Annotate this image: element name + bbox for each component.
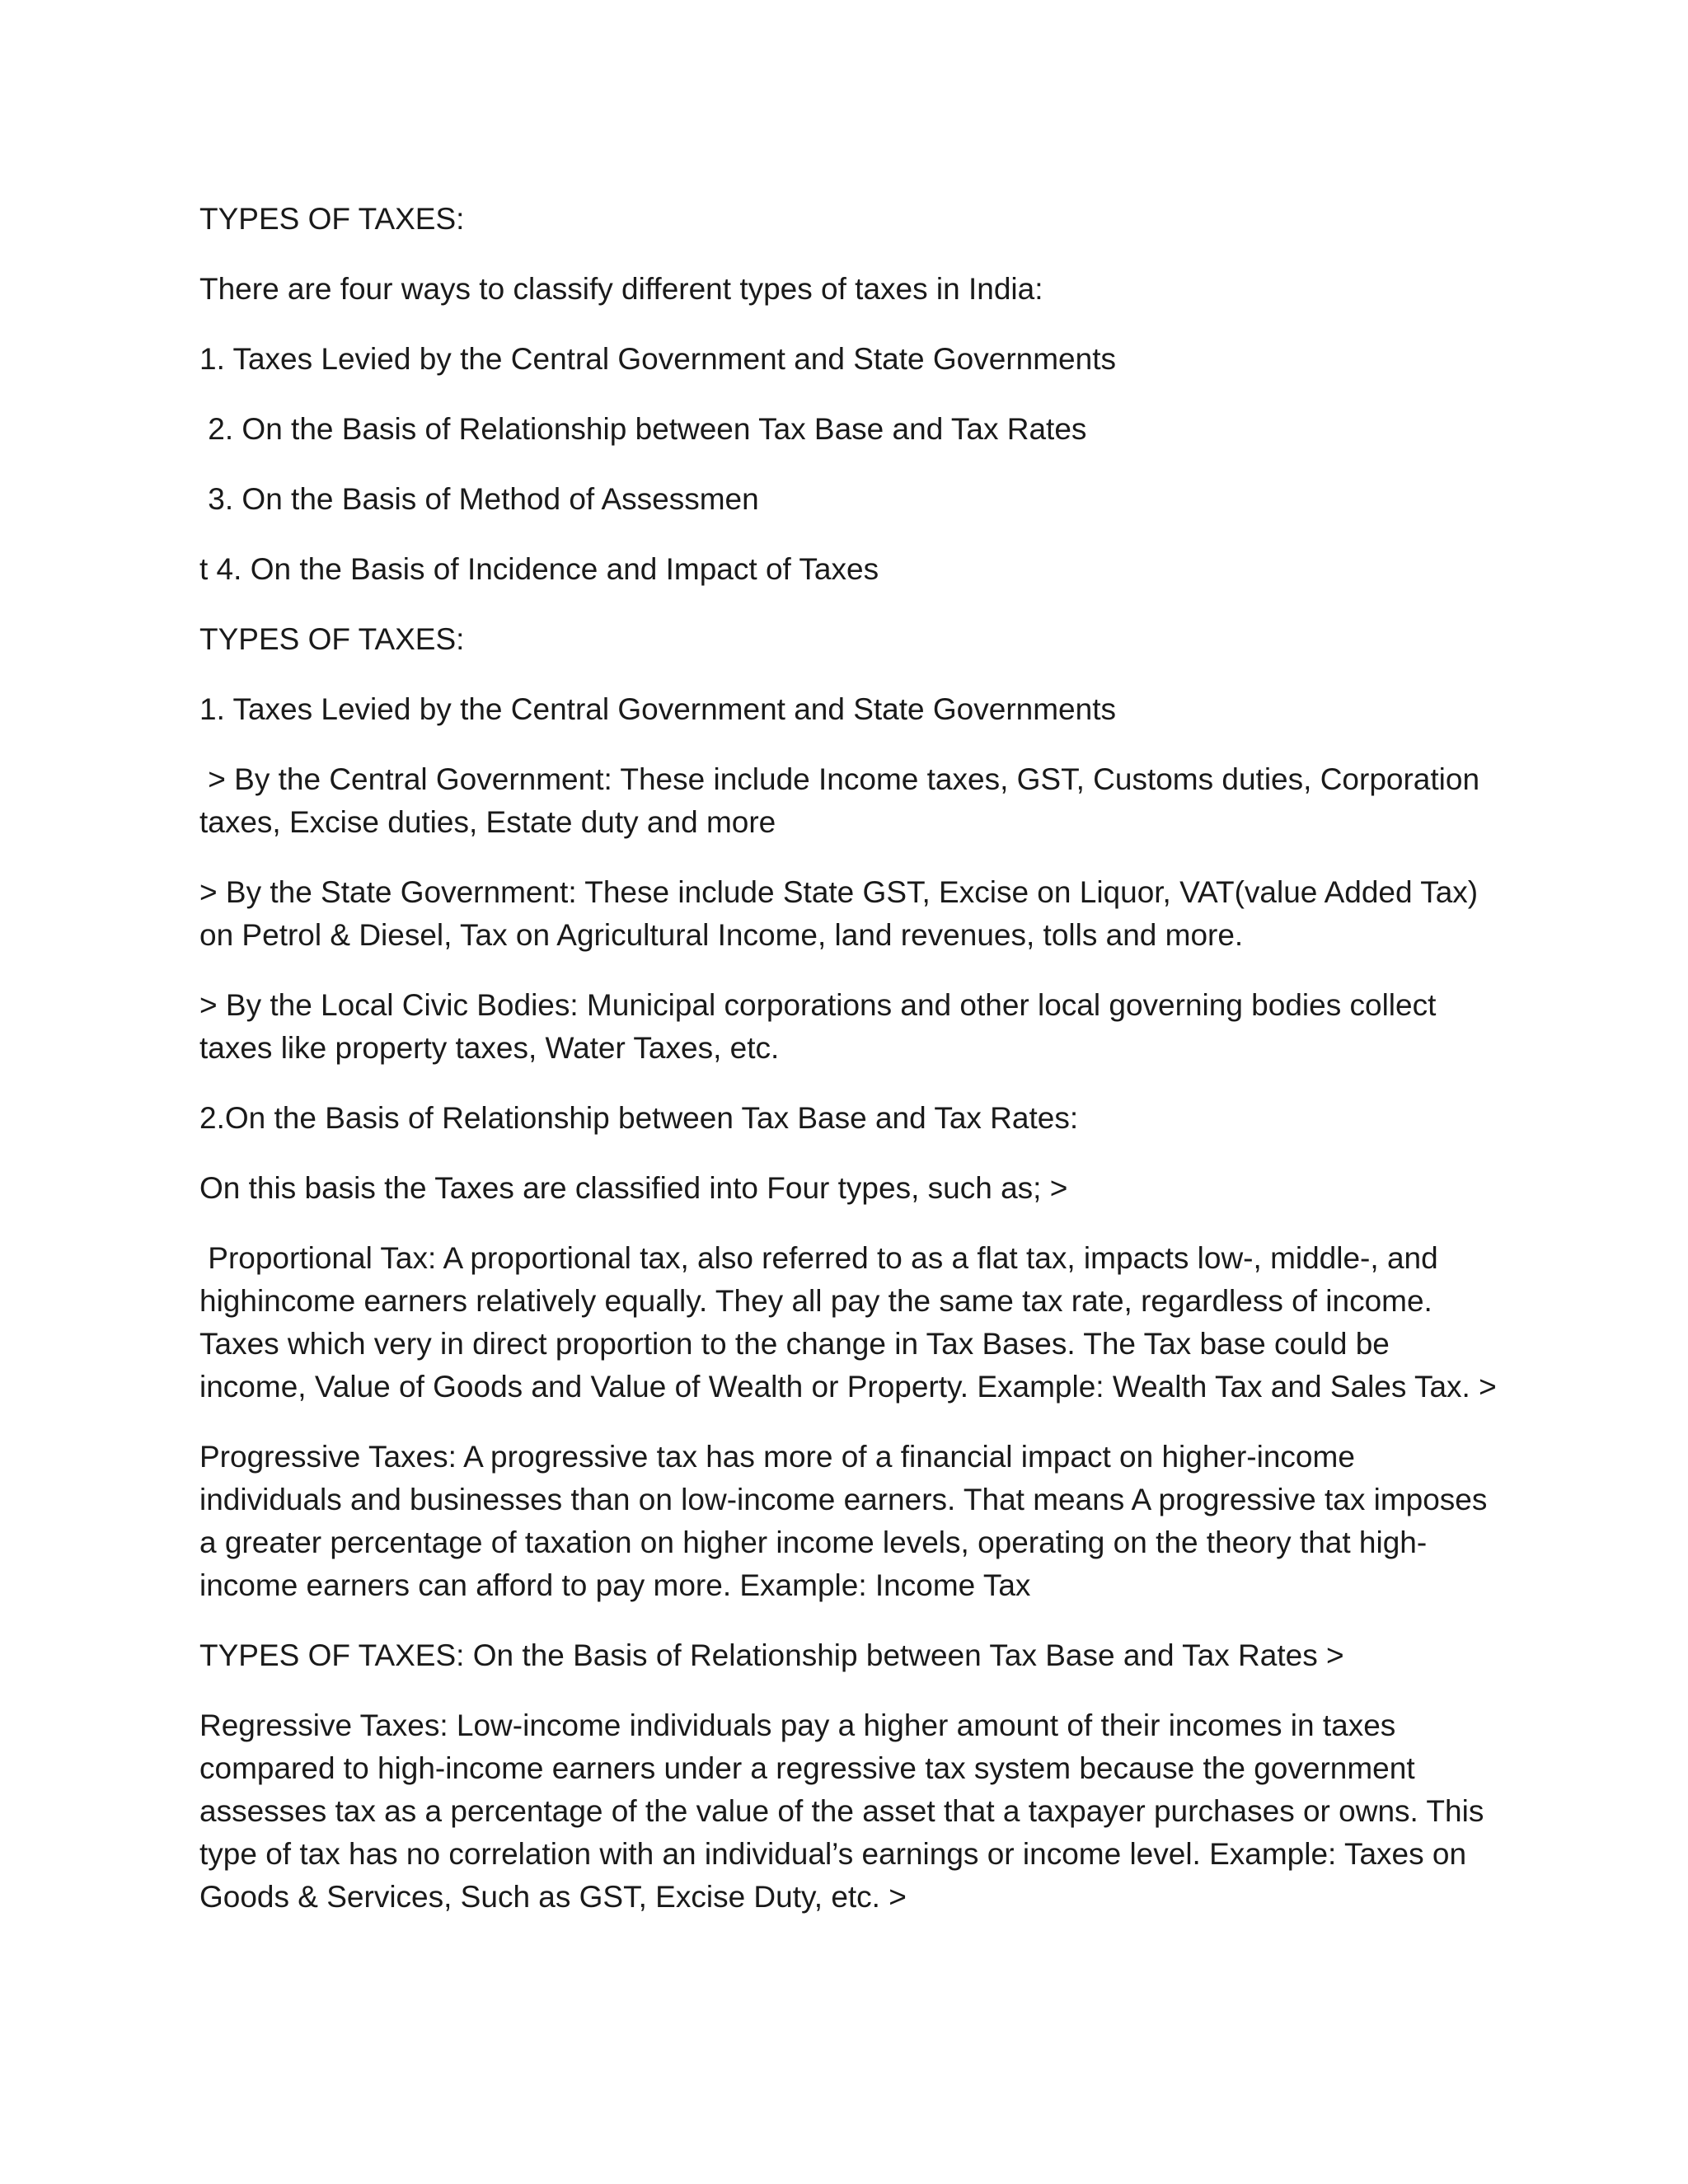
section-1-heading: 1. Taxes Levied by the Central Government and State Governments	[199, 692, 1116, 726]
heading-types-of-taxes: TYPES OF TAXES:	[199, 202, 465, 236]
list-item-3: 3. On the Basis of Method of Assessmen	[199, 482, 759, 516]
central-government-paragraph: > By the Central Government: These include Income taxes, GST, Customs duties, Corporation taxes, Excise duties, Estate duty and more	[199, 762, 1489, 839]
heading-types-of-taxes-2: TYPES OF TAXES:	[199, 622, 465, 656]
heading-types-of-taxes-3: TYPES OF TAXES: On the Basis of Relationship between Tax Base and Tax Rates >	[199, 1638, 1344, 1672]
proportional-tax-paragraph: Proportional Tax: A proportional tax, also referred to as a flat tax, impacts low-, middle-, and highincome earners relatively equally. They all pay the same tax rate, regardless of income. Taxes which very in direct proportion to the change in Tax Bases. The Tax base could be income, Value of Goods and Value of Wealth or Property. Example: Wealth Tax and Sales Tax. >	[199, 1241, 1497, 1404]
local-bodies-paragraph: > By the Local Civic Bodies: Municipal corporations and other local governing bodies collect taxes like property taxes, Water Taxes, etc.	[199, 988, 1445, 1065]
list-item-2: 2. On the Basis of Relationship between Tax Base and Tax Rates	[199, 412, 1087, 446]
list-item-1: 1. Taxes Levied by the Central Government and State Governments	[199, 342, 1116, 376]
document-page	[199, 198, 1502, 1946]
classification-intro-paragraph: On this basis the Taxes are classified into Four types, such as; >	[199, 1171, 1068, 1205]
regressive-tax-paragraph: Regressive Taxes: Low-income individuals pay a higher amount of their incomes in taxes compared to high-income earners under a regressive tax system because the government assesses tax as a percentage of the value of the asset that a taxpayer purchases or owns. This type of tax has no correlation with an individual’s earnings or income level. Example: Taxes on Goods & Services, Such as GST, Excise Duty, etc. >	[199, 1708, 1493, 1914]
section-2-heading: 2.On the Basis of Relationship between Tax Base and Tax Rates:	[199, 1101, 1079, 1135]
intro-paragraph: There are four ways to classify different types of taxes in India:	[199, 272, 1043, 306]
list-item-4: t 4. On the Basis of Incidence and Impact of Taxes	[199, 552, 879, 586]
state-government-paragraph: > By the State Government: These include State GST, Excise on Liquor, VAT(value Added Tax) on Petrol & Diesel, Tax on Agricultural Income, land revenues, tolls and more.	[199, 875, 1487, 952]
progressive-tax-paragraph: Progressive Taxes: A progressive tax has more of a financial impact on higher-income individuals and businesses than on low-income earners. That means A progressive tax imposes a greater percentage of taxation on higher income levels, operating on the theory that high-income earners can afford to pay more. Example: Income Tax	[199, 1440, 1496, 1602]
